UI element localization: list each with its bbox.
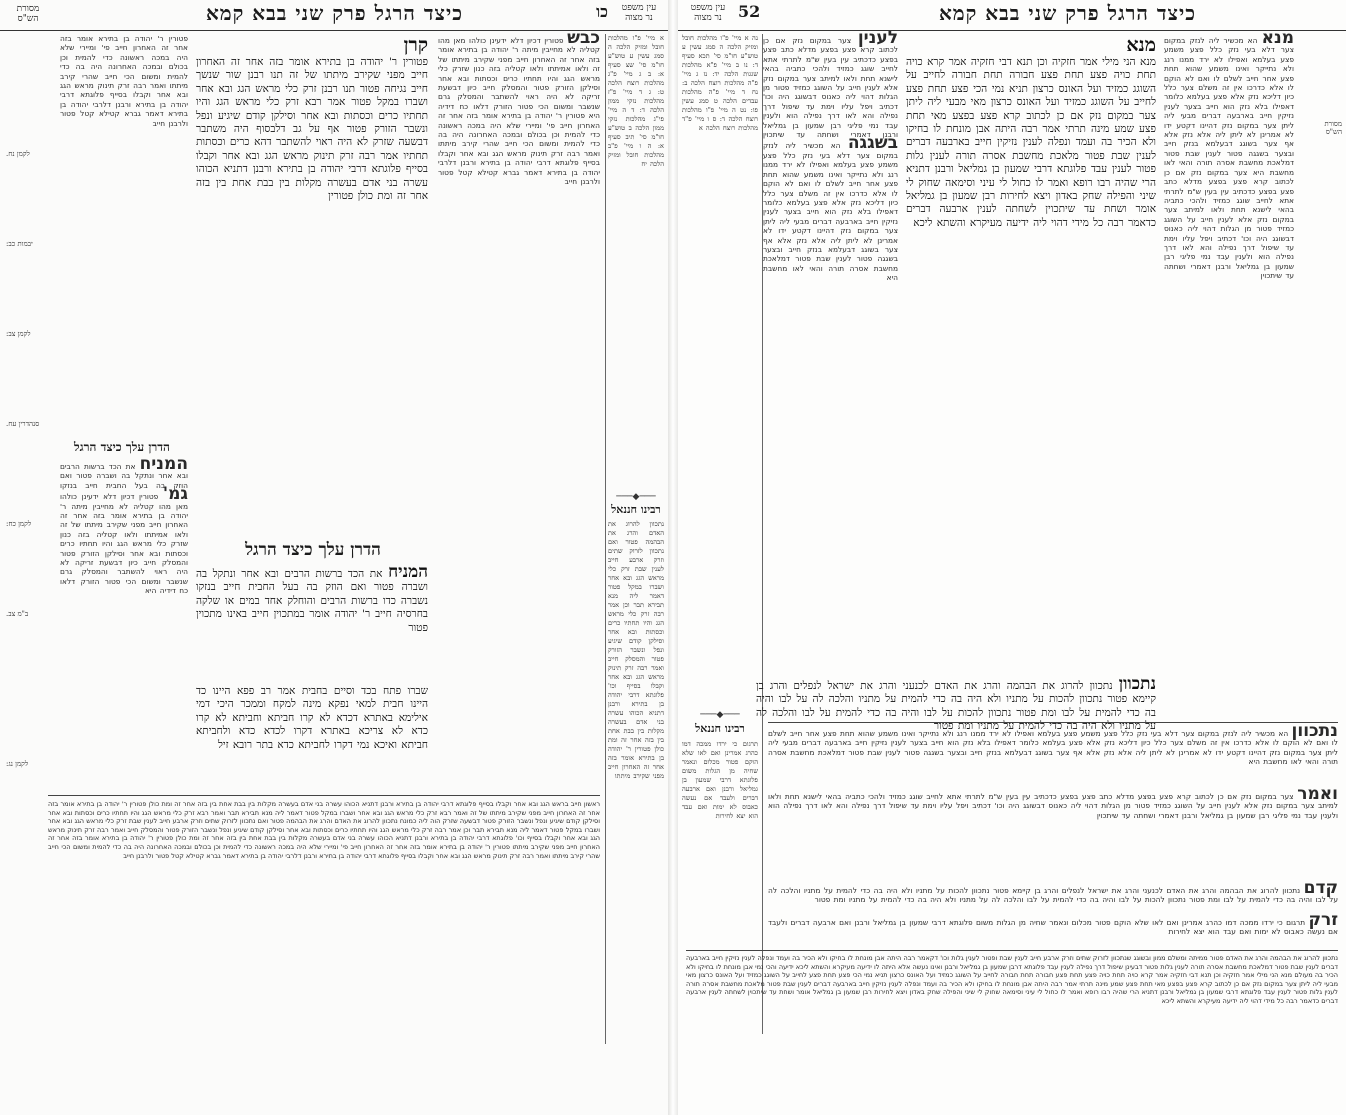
margin-reference: לקמן כח: [6, 520, 32, 528]
right-lower-commentary-2 [768, 784, 1338, 880]
right-lower-commentary-4 [768, 910, 1338, 946]
section-ornament [682, 710, 758, 718]
right-rashi-text-cont: צער במקום נזק אם כן לכתוב קרא פצע בפצע מדלא כתב פצע בפצע כדכתיב עין בעין ש"מ לתרתי אתא לחייב שוגג כמזיד ולהכי כתביה בהאי לישנא תחת ולאו למיתב צער במקום נזק אלא לענין חייב על השוגג כמזיד פטור מן הגלות דהוי ליה כאנוס דבשוגג היה וכו' דכתיב ויפל עליו וימת עד שיפול דרך נפילה והא לאו דרך נפילה הוא ולענין עבד נמי פליגי רבן שמעון בן גמליאל ורבנן דאמרי ושחתה עד שיתכוין [1164, 167, 1294, 281]
right-footnote-text-2: מנא הני מילי אמר חזקיה וכן תנא דבי חזקיה אמר קרא כויה תחת כויה פצע תחת פצע חבורה תחת חבורה לחייב על השוגג כמזיד ועל האונס כרצון תניא נמי הכי פצע תחת פצע לחייב על השוגג כמזיד ועל האונס כרצון מאי מבעי ליה ליתן צער במקום נזק אם כן לכתוב קרא פצע בפצע מאי תחת פצע שמע מינה תרתי אמר רבה היתה אבן מונחת לו בחיקו ולא הכיר בה ועמד ונפלה לענין נזיקין חייב בארבעה דברים לענין שבת פטור מלאכת מחשבת אסרה תורה לענין גלות פטור לענין עבד פלוגתא דרבי שמעון בן גמליאל ורבנן דתניא הרי שהיה רבו רופא ואמר לו כחול לי עיני וסימאה שחוק לי שיני והפילה שחק באדון ויצא לחירות רבן שמעון בן גמליאל אומר ושחת עד שיתכוין לשחתה לענין ארבעה דברים כדאמר רבה כל מידי דהוי ליה ידיעה מעיקרא והשתא ליכא [686, 971, 1338, 1005]
left-page [0, 0, 668, 1115]
left-ein-mishpat-column: א מיי' פ"ו מהלכות חובל ומזיק הלכה ה סמג עשין ע טוש"ע חו"מ סי' שצ סעיף א: ב ג מיי' פ"ג מהלכות רוצח הלכה ט: ג ד מיי' פ"ז מהלכות נזקי ממון הלכה ד: ד ה מיי' פי"ג מהלכות נזקי ממון הלכה ב טוש"ע חו"מ סי' תיב סעיף א: ה ו מיי' פ"ב מהלכות חובל ומזיק הלכה יח [608, 34, 664, 168]
left-bottom-text-1: ראשון חייב בראש הגג ובא אחר וקבלו בסייף פלוגתא דרבי יהודה בן בתירא ורבנן דתניא הכוהו עשרה בני אדם בעשרה מקלות בין בבת אחת בין בזה אחר זה ומת כולן פטורין ר' יהודה בן בתירא אומר בזה אחר זה האחרון חייב מפני שקירב מיתתו של זה ואמר רבא זרק כלי מראש הגג ובא אחר ושברו במקל פטור דאמר ליה מנא תבירא תבר ואמר רבא זרק כלי מראש הגג והיו תחתיו כרים וכסתות ובא אחר וסילקן קודם שיגיע ונפל ונשבר הזורק פטור דבשעה שזרק הוה ליה כמונח [48, 800, 600, 826]
mishnah-small-word: המניח [139, 454, 188, 474]
margin-reference: ב"מ צב. [6, 610, 29, 618]
rabbeinu-chananel-text: תרגום כי ירדו ממכה דמו כהרג אמרינן ואם לאו שלא הוקם פטור מכלום ונאמר שחיה מן הגלות משום פלוגתא דרבי שמעון בן גמליאל ורבנן ואם ארבעה דברים ולעבד אם נעשה כאבוס לא ימות ואם עבד הוא יצא לחירות [682, 740, 758, 820]
right-rashi-column [1164, 28, 1294, 674]
right-tosafot-text-2: הא מכשיר ליה לנזק במקום צער דלא בעי נזק כלל פצע משמע פצע בעלמא ואפילו לא ירד ממנו רנג ולא נתייקר ואינו משמע שהוא תחת פצע אחר חייב לשלם לו ואם לא הוקם לו אלא כדרכו אין זה משלם צער כלל כיון דליכא נזק אלא פצע בעלמא כלומר דאפילו בלא נזק הוא חייב בצער לענין נזיקין חייב בארבעה דברים מבעי ליה ליתן צער במקום נזק דהיינו דקטע ידו לא אמרינן לא ליתן ליה אלא נזק אלא אף צער בשוגג דבעלמא בנזק חייב ובצער בשגגה פטור לענין שבת פטור דמלאכת מחשבת אסרה תורה והאי לאו מחשבת היא [763, 141, 898, 283]
margin-reference: יבמות כב: [6, 240, 33, 248]
margin-reference: לקמן נח. [6, 150, 30, 158]
left-gemara-block: שברו פתח בכד וסיים בחבית אמר רב פפא היינו כד היינו חבית למאי נפקא מינה למקח וממכר היכי דמי אילימא באתרא דכדא לא קרו חביתא וחביתא לא קרו כדא לא צריכא באתרא דקרו לכדא כדא ולחביתא חביתא ואיכא נמי דקרו לחביתא כדא בתר רובא זיל [196, 685, 428, 751]
right-page-header [678, 0, 1346, 31]
left-main-gemara [196, 34, 428, 534]
left-folio-number: כו [596, 2, 608, 21]
left-rashi-text: פטורין דכיון דלא ידעינן כולהו מאן מהו קטליה לא מחייבין מיתה ר' יהודה בן בתירא אומר בזה אחר זה האחרון חייב מפני שקירב מיתתו של זה ולאו אמיתתו ולאו קטליה בזה כנון שזרק כלי מראש הגג והיו תחתיו כרים וכסתות ובא אחר וסילקן הזורק פטור והמסלק חייב כיון דבשעת זריקה לא היה ראוי להשתבר והמסלק גרם שנשבר ומשום הכי פטור הזורק דלאו כח דידיה היא [438, 36, 600, 121]
column-divider [762, 34, 763, 1034]
tosafot-label: לענין [857, 28, 898, 48]
right-mishnah-section [756, 674, 1156, 733]
left-page-header [0, 0, 668, 31]
left-mishnah-block [196, 562, 428, 681]
rashi-opening-word: כבש [567, 28, 600, 48]
lower-heading-kadam: קדם [1303, 878, 1338, 898]
left-bottom-text-2: נתכוון להרוג את האדם והרג את הבהמה פטור ואם נתכוון לזרוק שתים וזרק ארבע חייב לענין שבת זרק כלי מראש הגג ובא אחר ושברו במקל פטור דאמר ליה מנא תבירא תבר וכן אמר רבה זרק כלי מראש הגג והיו תחתיו כרים וכסתות ובא אחר וסילקן קודם שיגיע ונפל ונשבר הזורק פטור והמסלק חייב ואמר רבה זרק תינוק מראש הגג ובא אחר וקבלו בסייף וכו' פלוגתא דרבי יהודה בן בתירא ורבנן דתניא הכוהו עשרה בני אדם בעשרה מקלות בין בבת אחת בין בזה אחר זה ומת כולן פטורין ר' יהודה בן בתירא אומר בזה אחר זה האחרון חייב מפני שקירב מיתתו [48, 817, 600, 851]
left-bottom-text-3: פטורין ר' יהודה בן בתירא אומר בזה אחר זה האחרון חייב פי' ומיירי שלא היה במכה ראשונה כדי להמית וכן בכולם ובמכה האחרונה היה בה כדי להמית ומשום הכי חייב שהרי קירב מיתתו ואמר רבה זרק תינוק מראש הגג ובא אחר וקבלו בסייף פלוגתא דרבי יהודה בן בתירא ורבנן דלרבי יהודה בן בתירא דאמר גברא קטילא קטל פטור ולרבנן חייב [48, 842, 600, 860]
commentary-divider [768, 722, 1338, 723]
lower-heading-vaamar: ואמר [1297, 784, 1338, 804]
right-footnotes [686, 954, 1338, 1104]
left-main-text: פטורין ר' יהודה בן בתירא אומר בזה אחר זה האחרון חייב מפני שקירב מיתתו של זה תנו רבנן שור שנשך חייב נגיחה פטור תנו רבנן זרק כלי מראש הגג ובא אחר ושברו במקל פטור אמר רבא זרק כלי מראש הגג והיו תחתיו כרים וכסתות ובא אחר וסילקן קודם שיגיע ונפל ונשבר הזורק פטור אף על גב דלבסוף היה משתבר דבשעה שזרק לא היה ראוי להשתבר דהא כרים וכסתות תחתיו אמר רבה זרק תינוק מראש הגג ובא אחר וקבלו בסייף פלוגתא דרבי יהודה בן בתירא ורבנן דתניא הכוהו עשרה בני אדם בעשרה מקלות בין בבת אחת בין בזה אחר זה ומת כולן פטורין [196, 56, 428, 203]
margin-reference: לקמן נג: [6, 760, 29, 768]
right-tosafot-text: צער במקום נזק אם כן לכתוב קרא פצע בפצע מדלא כתב פצע בפצע כדכתיב עין בעין ש"מ לתרתי אתא לחייב שוגג כמזיד ולהכי כתביה בהאי לישנא תחת ולאו למיתב צער במקום נזק אלא לענין חייב על השוגג כמזיד פטור מן הגלות דהוי ליה כאנוס דבשוגג היה וכו' דכתיב ויפל עליו וימת עד שיפול דרך נפילה והא לאו דרך נפילה הוא ולענין עבד נמי פליגי רבן שמעון בן גמליאל ורבנן דאמרי ושחתה עד שיתכוין [763, 36, 898, 140]
rashi-opening-word: מנא [1261, 28, 1294, 48]
left-mishnah-text: את הכד ברשות הרבים ובא אחר ונתקל בה ושברה פטור ואם הוזק בה בעל החבית חייב בנזקו נשברה כדו ברשות הרבים והוחלק אחד במים או שלקה בחרסיה חייב ר' יהודה אומר במתכוין חייב באינו מתכוין פטור [196, 568, 428, 634]
mishnah-opening-word: נתכוון [1118, 674, 1156, 694]
right-ein-mishpat-label: עין משפט נר מצוה [690, 3, 726, 23]
left-ein-mishpat-label: עין משפט נר מצוה [621, 3, 657, 23]
right-lower-commentary-3 [768, 878, 1338, 914]
section-ornament [608, 492, 664, 500]
footnote-divider [686, 950, 1338, 951]
left-mishnah-small [60, 454, 188, 695]
left-rashi-column [438, 28, 600, 459]
left-rashi-text-cont: פטורין ר' יהודה בן בתירא אומר בזה אחר זה האחרון חייב פי' ומיירי שלא היה במכה ראשונה כדי להמית וכן בכולם ובמכה האחרונה היה בה כדי להמית ומשום הכי חייב שהרי קירב מיתתו ואמר רבה זרק תינוק מראש הגג ובא אחר וקבלו בסייף פלוגתא דרבי יהודה בן בתירא ורבנן דלרבי יהודה בן בתירא דאמר גברא קטילא קטל פטור ולרבנן חייב [438, 111, 600, 187]
masoret-label: מסורת הש"ס [1324, 120, 1342, 136]
hadran-heading: הדרן עלך כיצד הרגל [245, 540, 381, 560]
hadran-small-heading: הדרן עלך כיצד הרגל [74, 440, 170, 454]
left-masoret-label: מסורת הש"ס [16, 4, 40, 24]
right-main-gemara [906, 34, 1156, 674]
commentary-divider [48, 795, 600, 796]
lower-heading-zarak: זרק [1308, 910, 1338, 930]
margin-reference: סנהדרין עח. [6, 420, 40, 428]
lower-heading-prat: נתכוון [1291, 721, 1338, 741]
right-lower-text-1: הא מכשיר ליה לנזק במקום צער דלא בעי נזק כלל פצע משמע פצע בעלמא ואפילו לא ירד ממנו רנג ולא נתייקר ואינו משמע שהוא תחת פצע אחר חייב לשלם לו ואם לא הוקם לו אלא כדרכו אין זה משלם צער כלל כיון דליכא נזק אלא פצע בעלמא כלומר דאפילו בלא נזק הוא חייב בצער לענין נזיקין חייב בארבעה דברים מבעי ליה ליתן צער במקום נזק דהיינו דקטע ידו לא אמרינן לא ליתן ליה אלא נזק אלא אף צער בשוגג דבעלמא בנזק חייב ובצער בשגגה פטור לענין שבת פטור דמלאכת מחשבת אסרה תורה והאי לאו מחשבת היא [768, 729, 1338, 767]
right-mishnah-text: נתכוון להרוג את הבהמה והרג את האדם לכנעני והרג את ישראל לנפלים והרג בן קיימא פטור נתכוון להכות על מתניו ולא היה בה כדי להמית על מתניו והלכה לה על לבו והיה בה כדי להמית על לבו ומת פטור נתכוון להכות על לבו והיה בה כדי להמית על לבו והלכה לה על מתניו ולא היה בה כדי להמית על מתניו ומת פטור [756, 680, 1156, 733]
right-tosafot-column [763, 28, 898, 674]
right-lower-text-4: תרגום כי ירדו ממכה דמו כהרג אמרינן ואם לאו שלא הוקם פטור מכלום ונאמר שחיה מן הגלות משום פלוגתא דרבי שמעון בן גמליאל ורבנן ואם ארבעה דברים ולעבד אם נעשה כאבוס לא ימות ואם עבד הוא יצא לחירות [768, 918, 1338, 937]
right-header-title: כיצד הרגל פרק שני בבא קמא [938, 1, 1196, 25]
right-page [678, 0, 1346, 1115]
left-mishnah-small-text: את הכד ברשות הרבים ובא אחר ונתקל בה ושברה פטור ואם הוזק בה בעל החבית חייב בנזקו [60, 462, 188, 490]
column-divider [605, 34, 606, 1044]
rabbeinu-chananel-text: נתכוון להרוג את האדם והרג את הבהמה פטור ואם נתכוון לזרוק שתים וזרק ארבע חייב לענין שבת זרק כלי מראש הגג ובא אחר ושברו במקל פטור דאמר ליה מנא תבירא תבר וכן אמר רבה זרק כלי מראש הגג והיו תחתיו כרים וכסתות ובא אחר וסילקן קודם שיגיע ונפל ונשבר הזורק פטור והמסלק חייב ואמר רבה זרק תינוק מראש הגג ובא אחר וקבלו בסייף וכו' פלוגתא דרבי יהודה בן בתירא ורבנן דתניא הכוהו עשרה בני אדם בעשרה מקלות בין בבת אחת בין בזה אחר זה ומת כולן פטורין ר' יהודה בן בתירא אומר בזה אחר זה האחרון חייב מפני שקירב מיתתו [608, 520, 664, 780]
left-gemara-small-text: פטורין דכיון דלא ידעינן כולהו מאן מהו קטליה לא מחייבין מיתה ר' יהודה בן בתירא אומר בזה אחר זה האחרון חייב מפני שקירב מיתתו של זה ולאו אמיתתו ולאו קטליה בזה כנון שזרק כלי מראש הגג והיו תחתיו כרים וכסתות ובא אחר וסילקן הזורק פטור והמסלק חייב כיון דבשעת זריקה לא היה ראוי להשתבר והמסלק גרם שנשבר ומשום הכי פטור הזורק דלאו כח דידיה היא [60, 492, 188, 596]
right-folio-number: 52 [738, 2, 761, 21]
right-lower-commentary-1 [768, 721, 1338, 787]
rabbeinu-chananel-label: רבינו חננאל [611, 503, 661, 516]
main-opening-word: קרן [403, 34, 428, 56]
right-rashi-text: הא מכשיר ליה לנזק במקום צער דלא בעי נזק כלל פצע משמע פצע בעלמא ואפילו לא ירד ממנו רנג ולא נתייקר ואינו משמע שהוא תחת פצע אחר חייב לשלם לו ואם לא הוקם לו אלא כדרכו אין זה משלם צער כלל כיון דליכא נזק אלא פצע בעלמא כלומר דאפילו בלא נזק הוא חייב בצער לענין נזיקין חייב בארבעה דברים מבעי ליה ליתן צער במקום נזק דהיינו דקטע ידו לא אמרינן לא ליתן ליה אלא נזק אלא אף צער בשוגג דבעלמא בנזק חייב ובצער בשגגה פטור לענין שבת פטור דמלאכת מחשבת אסרה תורה והאי לאו מחשבת היא [1164, 36, 1294, 177]
right-lower-text-2: צער במקום נזק אם כן לכתוב קרא פצע בפצע מדלא כתב פצע בפצע כדכתיב עין בעין ש"מ לתרתי אתא לחייב שוגג כמזיד ולהכי כתביה בהאי לישנא תחת ולאו למיתב צער במקום נזק אלא לענין חייב על השוגג כמזיד פטור מן הגלות דהוי ליה כאנוס דבשוגג היה וכו' דכתיב ויפל עליו וימת עד שיפול דרך נפילה והא לאו דרך נפילה הוא ולענין עבד נמי פליגי רבן שמעון בן גמליאל ורבנן דאמרי ושחתה עד שיתכוין [768, 792, 1338, 820]
book-gutter [668, 0, 678, 1115]
tosafot-label-2: בשגגה [847, 133, 898, 154]
mishnah-opening-word: המניח [388, 562, 428, 582]
right-ein-mishpat-column: נה א מיי' פ"ו מהלכות חובל ומזיק הלכה ה סמג עשין ע טוש"ע חו"מ סי' תכא סעיף ד: נו ב מיי' פ"א מהלכות שגגות הלכה יד: נז ג מיי' פ"ה מהלכות רוצח הלכה ב: נח ד מיי' פ"ה מהלכות עבדים הלכה ט סמג עשין פו: נט ה מיי' פ"ו מהלכות רוצח הלכה ד: ס ו מיי' פ"ד מהלכות רוצח הלכה א [682, 34, 758, 132]
main-opening-word: מנא [1126, 34, 1156, 56]
rabbeinu-chananel-label: רבינו חננאל [695, 722, 745, 735]
left-bottom-commentary [48, 800, 600, 1088]
right-footnote-text-1: נתכוון להרוג את הבהמה והרג את האדם פטור ממיתה ומשלם ממון ובשוגג שנתכוון לזרוק שתים וזרק ארבע חייב לענין שבת ופטור לענין גלות וכו' דקאמר רבה היתה אבן מונחת לו בחיקו ולא הכיר בה ועמד ונפלה לענין נזיקין חייב בארבעה דברים לענין שבת פטור דמלאכת מחשבת אסרה תורה לענין גלות פטור דבעינן שיפול דרך נפילה לענין עבד פלוגתא דרבן שמעון בן גמליאל ורבנן ואינו נעשה אלא היתה לו ידיעה מעיקרא והשתא ליכא ידיעה והכי נמי אבן מונחת לו בחיקו ולא הכיר בה מעולם [686, 954, 1338, 980]
right-main-text: מנא הני מילי אמר חזקיה וכן תנא דבי חזקיה אמר קרא כויה תחת כויה פצע תחת פצע חבורה תחת חבורה לחייב על השוגג כמזיד ועל האונס כרצון תניא נמי הכי פצע תחת פצע לחייב על השוגג כמזיד ועל האונס כרצון מאי מבעי ליה ליתן צער במקום נזק אם כן לכתוב קרא פצע בפצע מאי תחת פצע שמע מינה תרתי אמר רבה היתה אבן מונחת לו בחיקו ולא הכיר בה ועמד ונפלה לענין נזיקין חייב בארבעה דברים לענין שבת פטור מלאכת מחשבת אסרה תורה לענין גלות פטור לענין עבד פלוגתא דרבי שמעון בן גמליאל ורבנן דתניא הרי שהיה רבו רופא ואמר לו כחול לי עיני וסימאה שחוק לי שיני והפילה שחק באדון ויצא לחירות רבן שמעון בן גמליאל אומר ושחת עד שיתכוין לשחתה לענין ארבעה דברים כדאמר רבה כל מידי דהוי ליה ידיעה מעיקרא והשתא ליכא [906, 56, 1156, 229]
left-tosafot-column: פטורין ר' יהודה בן בתירא אומר בזה אחר זה האחרון חייב פי' ומיירי שלא היה במכה ראשונה כדי להמית וכן בכולם ובמכה האחרונה היה בה כדי להמית ומשום הכי חייב שהרי קירב מיתתו ואמר רבה זרק תינוק מראש הגג ובא אחר וקבלו בסייף פלוגתא דרבי יהודה בן בתירא ורבנן דלרבי יהודה בן בתירא דאמר גברא קטילא קטל פטור ולרבנן חייב [60, 34, 188, 128]
margin-reference: לקמן צב: [6, 330, 31, 338]
right-lower-text-3: נתכוון להרוג את הבהמה והרג את האדם לכנעני והרג את ישראל לנפלים והרג בן קיימא פטור נתכוון להכות על מתניו ולא היה בה כדי להמית על מתניו והלכה לה על לבו והיה בה כדי להמית על לבו ומת פטור נתכוון להכות על לבו והיה בה כדי להמית על לבו והלכה לה על מתניו ולא היה בה כדי להמית על מתניו ומת פטור [768, 886, 1338, 905]
left-header-title: כיצד הרגל פרק שני בבא קמא [205, 1, 463, 25]
gemara-small-word: גמ' [162, 484, 188, 505]
